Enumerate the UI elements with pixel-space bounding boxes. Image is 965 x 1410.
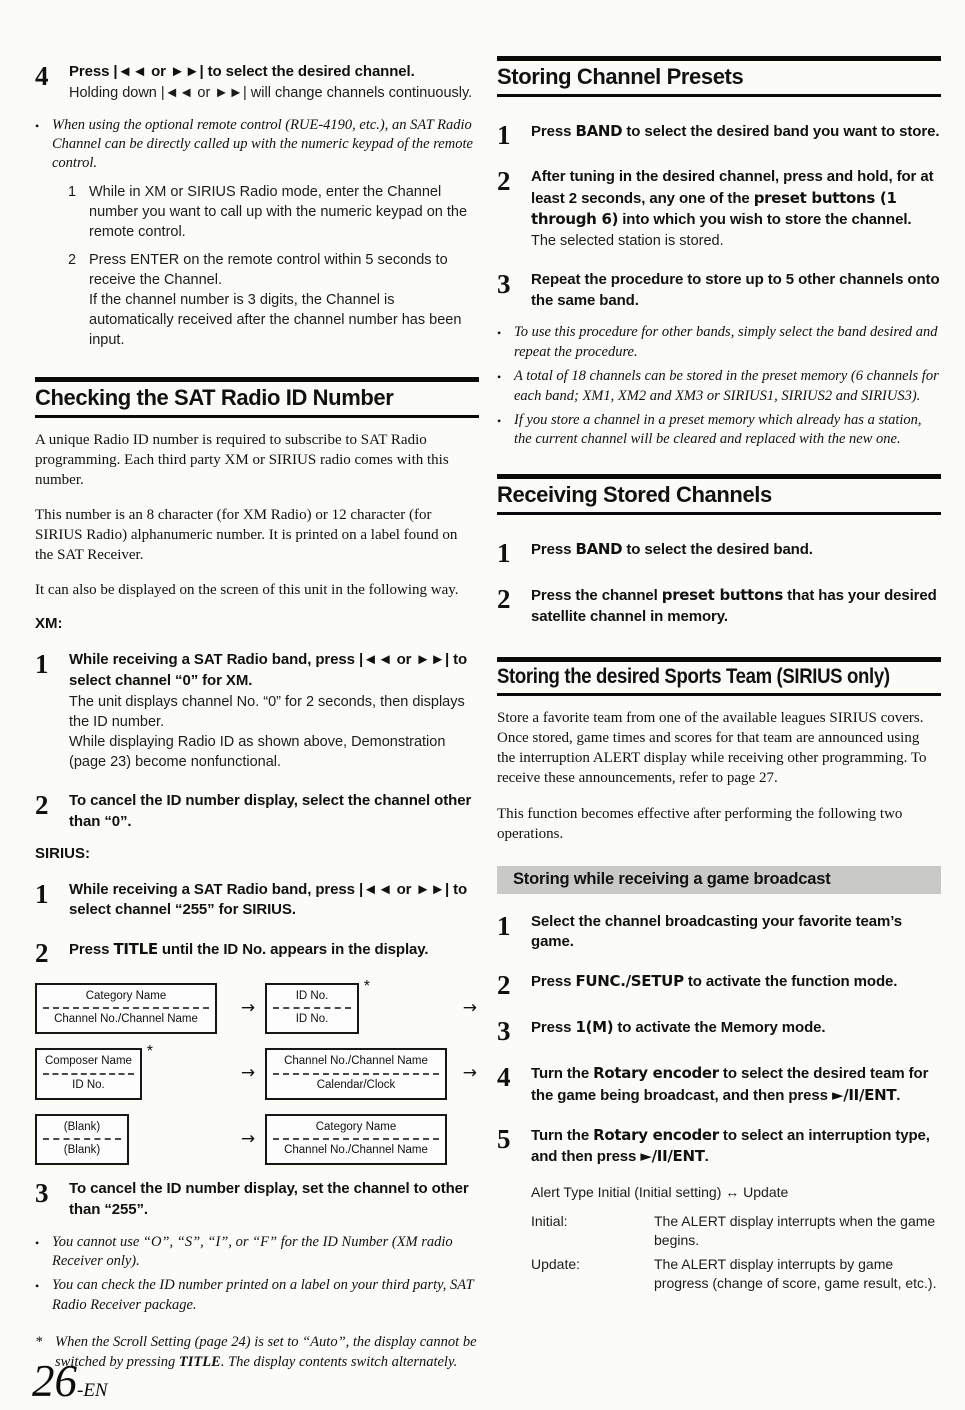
definition-text: The ALERT display interrupts by game progress (change of score, game result, etc.). bbox=[654, 1256, 937, 1292]
func-setup-button-label: FUNC./SETUP bbox=[575, 972, 684, 991]
step-number: 2 bbox=[35, 790, 49, 821]
band-button-label: BAND bbox=[575, 122, 623, 140]
definition-text: The ALERT display interrupts when the game begins. bbox=[654, 1212, 936, 1249]
xm-step-1 bbox=[35, 650, 479, 773]
sports-step-2 bbox=[497, 971, 941, 999]
step-title: Turn the Rotary encoder to select an interruption type, and then press ►/II/ENT. bbox=[531, 1125, 930, 1166]
step-body: Holding down |◄◄ or ►►| will change channels continuously. bbox=[69, 84, 473, 101]
substep-number: 1 bbox=[68, 183, 77, 200]
body-paragraph: A unique Radio ID number is required to subscribe to SAT Radio programming. Each third party XM or SIRIUS radio comes with this number. bbox=[35, 431, 449, 488]
sirius-step-3 bbox=[35, 1179, 479, 1220]
display-sequence-diagram bbox=[35, 977, 479, 1165]
asterisk-marker: * bbox=[35, 1334, 43, 1351]
asterisk-marker: * bbox=[146, 1043, 153, 1061]
dashed-divider bbox=[273, 1138, 439, 1140]
diagram-row-1 bbox=[35, 977, 479, 1034]
remote-control-note-block bbox=[35, 116, 479, 174]
one-m-button-label: 1(M) bbox=[575, 1018, 614, 1037]
step-4-select-channel bbox=[35, 62, 479, 104]
dashed-divider bbox=[43, 1138, 121, 1140]
id-number-notes bbox=[35, 1233, 479, 1316]
right-column bbox=[497, 0, 941, 1373]
section-heading-storing-channel-presets bbox=[497, 56, 941, 97]
bullet-icon: • bbox=[497, 370, 502, 385]
dashed-divider bbox=[273, 1007, 351, 1009]
definition-term: Update: bbox=[531, 1256, 581, 1273]
step-number: 2 bbox=[497, 583, 511, 614]
bullet-icon: • bbox=[35, 1235, 40, 1250]
left-column bbox=[35, 0, 479, 1373]
page-number-suffix: -EN bbox=[77, 1380, 108, 1401]
display-box: Category Name Channel No./Channel Name bbox=[35, 983, 217, 1034]
display-box: * Composer Name ID No. bbox=[35, 1048, 142, 1099]
step-title: Press 1(M) to activate the Memory mode. bbox=[531, 1018, 826, 1037]
step-number: 1 bbox=[497, 120, 511, 150]
receiving-step-1 bbox=[497, 539, 941, 567]
rotary-encoder-label: Rotary encoder bbox=[593, 1064, 719, 1083]
step-title: Press |◄◄ or ►►| to select the desired channel. bbox=[69, 63, 415, 80]
step-number: 1 bbox=[497, 537, 511, 568]
remote-substep-2 bbox=[68, 251, 479, 350]
rotary-encoder-label: Rotary encoder bbox=[593, 1125, 719, 1144]
step-number: 3 bbox=[497, 1016, 511, 1047]
footnote-text: When the Scroll Setting (page 24) is set to “Auto”, the display cannot be switched by pressing TITLE. The display contents switch alternately. bbox=[55, 1334, 477, 1370]
step-number: 1 bbox=[35, 649, 49, 680]
title-button-label: TITLE bbox=[113, 939, 158, 958]
section-heading-checking-sat-radio-id bbox=[35, 377, 479, 418]
presets-step-1 bbox=[497, 121, 941, 149]
presets-notes bbox=[497, 323, 941, 450]
substep-text: Press ENTER on the remote control within 5 seconds to receive the Channel. If the channel number is 3 digits, the Channel is automatically received after the channel number has been input. bbox=[89, 252, 462, 348]
note-item bbox=[497, 411, 941, 450]
sirius-label: SIRIUS: bbox=[35, 844, 91, 862]
arrow-right-icon: → bbox=[462, 997, 477, 1018]
step-number: 1 bbox=[497, 910, 511, 941]
receiving-step-2 bbox=[497, 585, 941, 627]
note-text: To use this procedure for other bands, simply select the band desired and repeat the procedure. bbox=[514, 324, 938, 360]
arrow-right-icon: → bbox=[240, 1128, 256, 1149]
step-number: 4 bbox=[35, 61, 49, 91]
step-number: 3 bbox=[35, 1178, 49, 1209]
alert-type-line: Alert Type Initial (Initial setting) ↔ Update bbox=[531, 1183, 789, 1200]
body-paragraph: This function becomes effective after performing the following two operations. bbox=[497, 805, 903, 842]
play-pause-ent-button-label: ►/II/ENT bbox=[831, 1085, 897, 1104]
step-title: Press TITLE until the ID No. appears in the display. bbox=[69, 939, 429, 958]
step-title: Press BAND to select the desired band. bbox=[531, 539, 813, 558]
substep-number: 2 bbox=[68, 252, 77, 269]
bullet-icon: • bbox=[497, 326, 502, 341]
sports-step-5 bbox=[497, 1125, 941, 1168]
bullet-icon: • bbox=[35, 118, 40, 133]
sports-step-1 bbox=[497, 912, 941, 953]
alert-definitions bbox=[531, 1212, 941, 1294]
page-number bbox=[32, 1356, 108, 1406]
section-heading-receiving-stored-channels bbox=[497, 474, 941, 515]
preset-buttons-label: preset buttons bbox=[661, 585, 784, 604]
sirius-step-1 bbox=[35, 880, 479, 921]
asterisk-marker: * bbox=[363, 977, 370, 995]
dashed-divider bbox=[43, 1007, 209, 1009]
remote-substep-1 bbox=[68, 183, 479, 243]
display-box: (Blank) (Blank) bbox=[35, 1114, 129, 1165]
play-pause-ent-button-label: ►/II/ENT bbox=[640, 1147, 705, 1166]
section-title: Checking the SAT Radio ID Number bbox=[35, 384, 394, 410]
preset-buttons-label: preset buttons (1 through 6) bbox=[531, 188, 897, 229]
definition-row bbox=[531, 1255, 941, 1293]
diagram-row-3 bbox=[35, 1114, 479, 1165]
step-number: 2 bbox=[35, 937, 49, 968]
dashed-divider bbox=[273, 1073, 439, 1075]
display-box: Category Name Channel No./Channel Name bbox=[265, 1114, 447, 1165]
sports-step-3 bbox=[497, 1017, 941, 1045]
step-number: 2 bbox=[497, 166, 511, 196]
step-title: Select the channel broadcasting your favorite team’s game. bbox=[531, 912, 903, 951]
step-number: 2 bbox=[497, 970, 511, 1001]
note-item bbox=[35, 1233, 479, 1272]
xm-step-2 bbox=[35, 791, 479, 832]
body-paragraph: Store a favorite team from one of the available leagues SIRIUS covers. Once stored, game times and scores for that team are announced using the interruption ALERT display while receiving other programming. To receive these announcements, refer to page 27. bbox=[497, 710, 927, 787]
step-title: After tuning in the desired channel, press and hold, for at least 2 seconds, any one of the preset buttons (1 through 6) into which you wish to store the channel. bbox=[531, 168, 934, 229]
step-title: Press BAND to select the desired band you want to store. bbox=[531, 122, 940, 140]
note-text: You can check the ID number printed on a label on your third party, SAT Radio Receiver package. bbox=[52, 1277, 474, 1313]
dashed-divider bbox=[43, 1073, 134, 1075]
step-number: 1 bbox=[35, 878, 49, 909]
step-title: Press FUNC./SETUP to activate the function mode. bbox=[531, 972, 898, 991]
sports-step-4 bbox=[497, 1063, 941, 1106]
note-text: If you store a channel in a preset memory which already has a station, the current channel will be cleared and replaced with the new one. bbox=[514, 411, 922, 448]
arrow-right-icon: → bbox=[240, 997, 256, 1018]
xm-label: XM: bbox=[35, 615, 63, 633]
section-title: Receiving Stored Channels bbox=[497, 481, 772, 507]
step-title: While receiving a SAT Radio band, press |◄◄ or ►►| to select channel “0” for XM. bbox=[69, 651, 468, 690]
note-text: A total of 18 channels can be stored in the preset memory (6 channels for each band; XM1, XM2 and XM3 or SIRIUS1, SIRIUS2 and SIRIUS3). bbox=[514, 368, 939, 404]
band-button-label: BAND bbox=[575, 539, 623, 558]
body-paragraph: This number is an 8 character (for XM Radio) or 12 character (for SIRIUS Radio) alphanumeric number. It is printed on a label found on the SAT Receiver. bbox=[35, 506, 458, 564]
step-number: 5 bbox=[497, 1123, 511, 1154]
substep-text: While in XM or SIRIUS Radio mode, enter the Channel number you want to call up with the numeric keypad on the remote control. bbox=[89, 183, 468, 240]
sirius-step-2 bbox=[35, 939, 479, 967]
step-body: The selected station is stored. bbox=[531, 233, 724, 250]
subsection-heading-game-broadcast: Storing while receiving a game broadcast bbox=[497, 866, 941, 894]
presets-step-3 bbox=[497, 270, 941, 311]
note-text: You cannot use “O”, “S”, “I”, or “F” for the ID Number (XM radio Receiver only). bbox=[52, 1233, 453, 1270]
note-item bbox=[497, 323, 941, 362]
step-number: 3 bbox=[497, 268, 511, 299]
section-heading-storing-sports-team bbox=[497, 657, 941, 696]
body-paragraph: It can also be displayed on the screen of this unit in the following way. bbox=[35, 582, 459, 599]
step-body: While displaying Radio ID as shown above, Demonstration (page 23) become nonfunctional. bbox=[69, 734, 446, 771]
display-box: Channel No./Channel Name Calendar/Clock bbox=[265, 1048, 447, 1099]
diagram-row-2 bbox=[35, 1043, 479, 1099]
note-item bbox=[35, 1276, 479, 1315]
step-number: 4 bbox=[497, 1062, 511, 1093]
section-title: Storing the desired Sports Team (SIRIUS only) bbox=[497, 665, 890, 689]
presets-step-2 bbox=[497, 167, 941, 252]
note-item bbox=[497, 367, 941, 406]
arrow-right-icon: → bbox=[462, 1063, 477, 1084]
note-text: When using the optional remote control (RUE-4190, etc.), an SAT Radio Channel can be directly called up with the numeric keypad of the remote control. bbox=[52, 116, 473, 172]
definition-term: Initial: bbox=[531, 1212, 568, 1229]
arrow-right-icon: → bbox=[240, 1063, 256, 1084]
display-box: * ID No. ID No. bbox=[265, 983, 359, 1034]
page-number-value: 26 bbox=[32, 1356, 77, 1406]
step-title: Turn the Rotary encoder to select the desired team for the game being broadcast, and then press ►/II/ENT. bbox=[531, 1064, 929, 1104]
step-title: Repeat the procedure to store up to 5 other channels onto the same band. bbox=[531, 270, 940, 309]
step-body: The unit displays channel No. “0” for 2 seconds, then displays the ID number. bbox=[69, 693, 465, 730]
step-title: While receiving a SAT Radio band, press |◄◄ or ►►| to select channel “255” for SIRIUS. bbox=[69, 880, 468, 919]
bullet-icon: • bbox=[497, 413, 502, 428]
step-title: To cancel the ID number display, select the channel other than “0”. bbox=[69, 792, 472, 830]
definition-row bbox=[531, 1212, 941, 1250]
step-title: Press the channel preset buttons that has your desired satellite channel in memory. bbox=[531, 585, 937, 625]
title-button-label: TITLE bbox=[178, 1354, 221, 1370]
step-title: To cancel the ID number display, set the channel to other than “255”. bbox=[69, 1180, 469, 1218]
section-title: Storing Channel Presets bbox=[497, 64, 744, 89]
bullet-icon: • bbox=[35, 1279, 40, 1294]
note-item bbox=[35, 116, 479, 174]
